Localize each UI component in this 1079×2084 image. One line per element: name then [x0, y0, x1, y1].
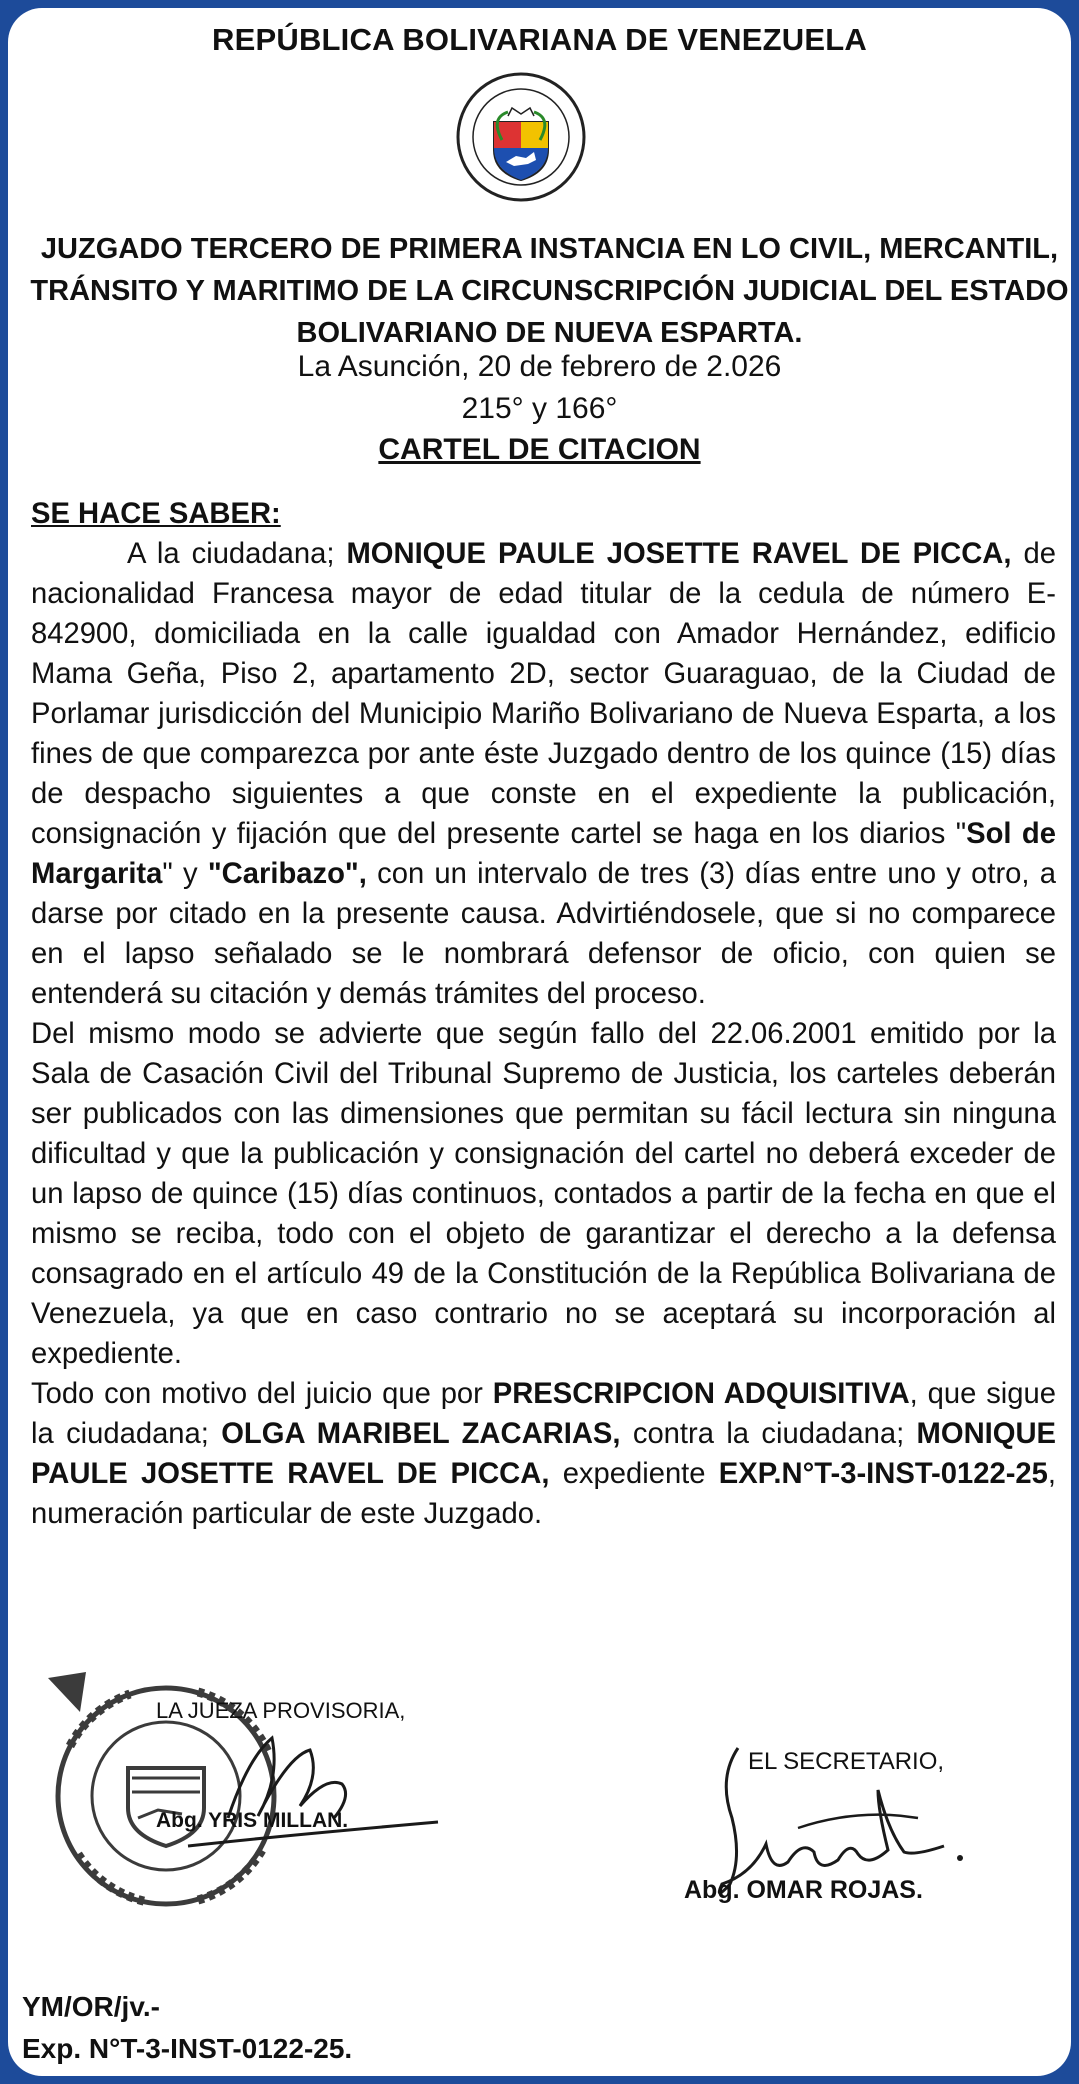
supreme-court-seal-icon	[454, 70, 588, 204]
plaintiff-name: OLGA MARIBEL ZACARIAS,	[221, 1418, 621, 1450]
republic-heading: REPÚBLICA BOLIVARIANA DE VENEZUELA	[212, 22, 867, 57]
p1-text-c: " y	[162, 858, 208, 890]
paragraph-case	[31, 1374, 1056, 1534]
newspaper-1: Sol de Margarita	[31, 818, 1056, 890]
issue-date: La Asunción, 20 de febrero de 2.026	[297, 350, 782, 383]
defendant-name: MONIQUE PAULE JOSETTE RAVEL DE PICCA,	[346, 538, 1012, 570]
court-line-3: BOLIVARIANO DE NUEVA ESPARTA.	[296, 317, 803, 349]
hace-saber-heading: SE HACE SABER:	[31, 498, 281, 530]
independence-years: 215° y 166°	[461, 392, 618, 425]
paragraph-summons	[31, 534, 1056, 1014]
footer-initials: YM/OR/jv.-	[22, 1991, 160, 2022]
newspaper-2: "Caribazo",	[207, 858, 367, 890]
p3-text-e: , numeración particular de este Juzgado.	[31, 1458, 1056, 1530]
case-type: PRESCRIPCION ADQUISITIVA	[492, 1378, 910, 1410]
paragraph-jurisprudence: Del mismo modo se advierte que según fallo del 22.06.2001 emitido por la Sala de Casación Civil del Tribunal Supremo de Justicia, los carteles deberán ser publicados con las dimensiones que permitan su fácil lectura sin ninguna dificultad y que la publicación y consignación del cartel no deberá exceder de un lapso de quince (15) días continuos, contados a partir de la fecha en que el mismo se reciba, todo con el objeto de garantizar el derecho a la defensa consagrado en el artículo 49 de la Constitución de la República Bolivariana de Venezuela, ya que en caso contrario no se aceptará su incorporación al expediente.	[31, 1018, 1056, 1370]
judge-title: LA JUEZA PROVISORIA,	[156, 1698, 406, 1723]
judge-name: Abg. YRIS MILLAN.	[156, 1809, 349, 1832]
footer-case-file: Exp. N°T-3-INST-0122-25.	[22, 2033, 353, 2064]
notice-body	[31, 494, 1056, 1534]
secretary-name: Abg. OMAR ROJAS.	[684, 1876, 923, 1904]
court-line-1: JUZGADO TERCERO DE PRIMERA INSTANCIA EN LO CIVIL, MERCANTIL,	[40, 233, 1059, 265]
p3-text-a: Todo con motivo del juicio que por	[31, 1378, 493, 1410]
p3-text-d: expediente	[549, 1458, 719, 1490]
court-line-2: TRÁNSITO Y MARITIMO DE LA CIRCUNSCRIPCIÓN JUDICIAL DEL ESTADO	[30, 275, 1069, 307]
p1-text-b: de nacionalidad Francesa mayor de edad titular de la cedula de número E-842900, domiciliada en la calle igualdad con Amador Hernández, edificio Mama Geña, Piso 2, apartamento 2D, sector Guaraguao, de la Ciudad de Porlamar jurisdicción del Municipio Mariño Bolivariano de Nueva Esparta, a los fines de que comparezca por ante éste Juzgado dentro de los quince (15) días de despacho siguientes a que conste en el expediente la publicación, consignación y fijación que del presente cartel se haga en los diarios "	[31, 538, 1056, 850]
p1-text-d: con un intervalo de tres (3) días entre uno y otro, a darse por citado en la presente causa. Advirtiéndosele, que si no comparece en el lapso señalado se le nombrará defensor de oficio, con quien se entenderá su citación y demás trámites del proceso.	[31, 858, 1056, 1010]
secretary-title: EL SECRETARIO,	[748, 1748, 945, 1775]
p3-text-c: contra la ciudadana;	[620, 1418, 917, 1450]
defendant-name-2: MONIQUE PAULE JOSETTE RAVEL DE PICCA,	[31, 1418, 1056, 1490]
case-file-number: EXP.N°T-3-INST-0122-25	[718, 1458, 1048, 1490]
p1-text-a: A la ciudadana;	[127, 538, 347, 570]
document-title: CARTEL DE CITACION	[378, 433, 701, 466]
p3-text-b: , que sigue la ciudadana;	[31, 1378, 1056, 1450]
notice-sheet	[8, 8, 1071, 2076]
court-heading	[28, 228, 1071, 354]
